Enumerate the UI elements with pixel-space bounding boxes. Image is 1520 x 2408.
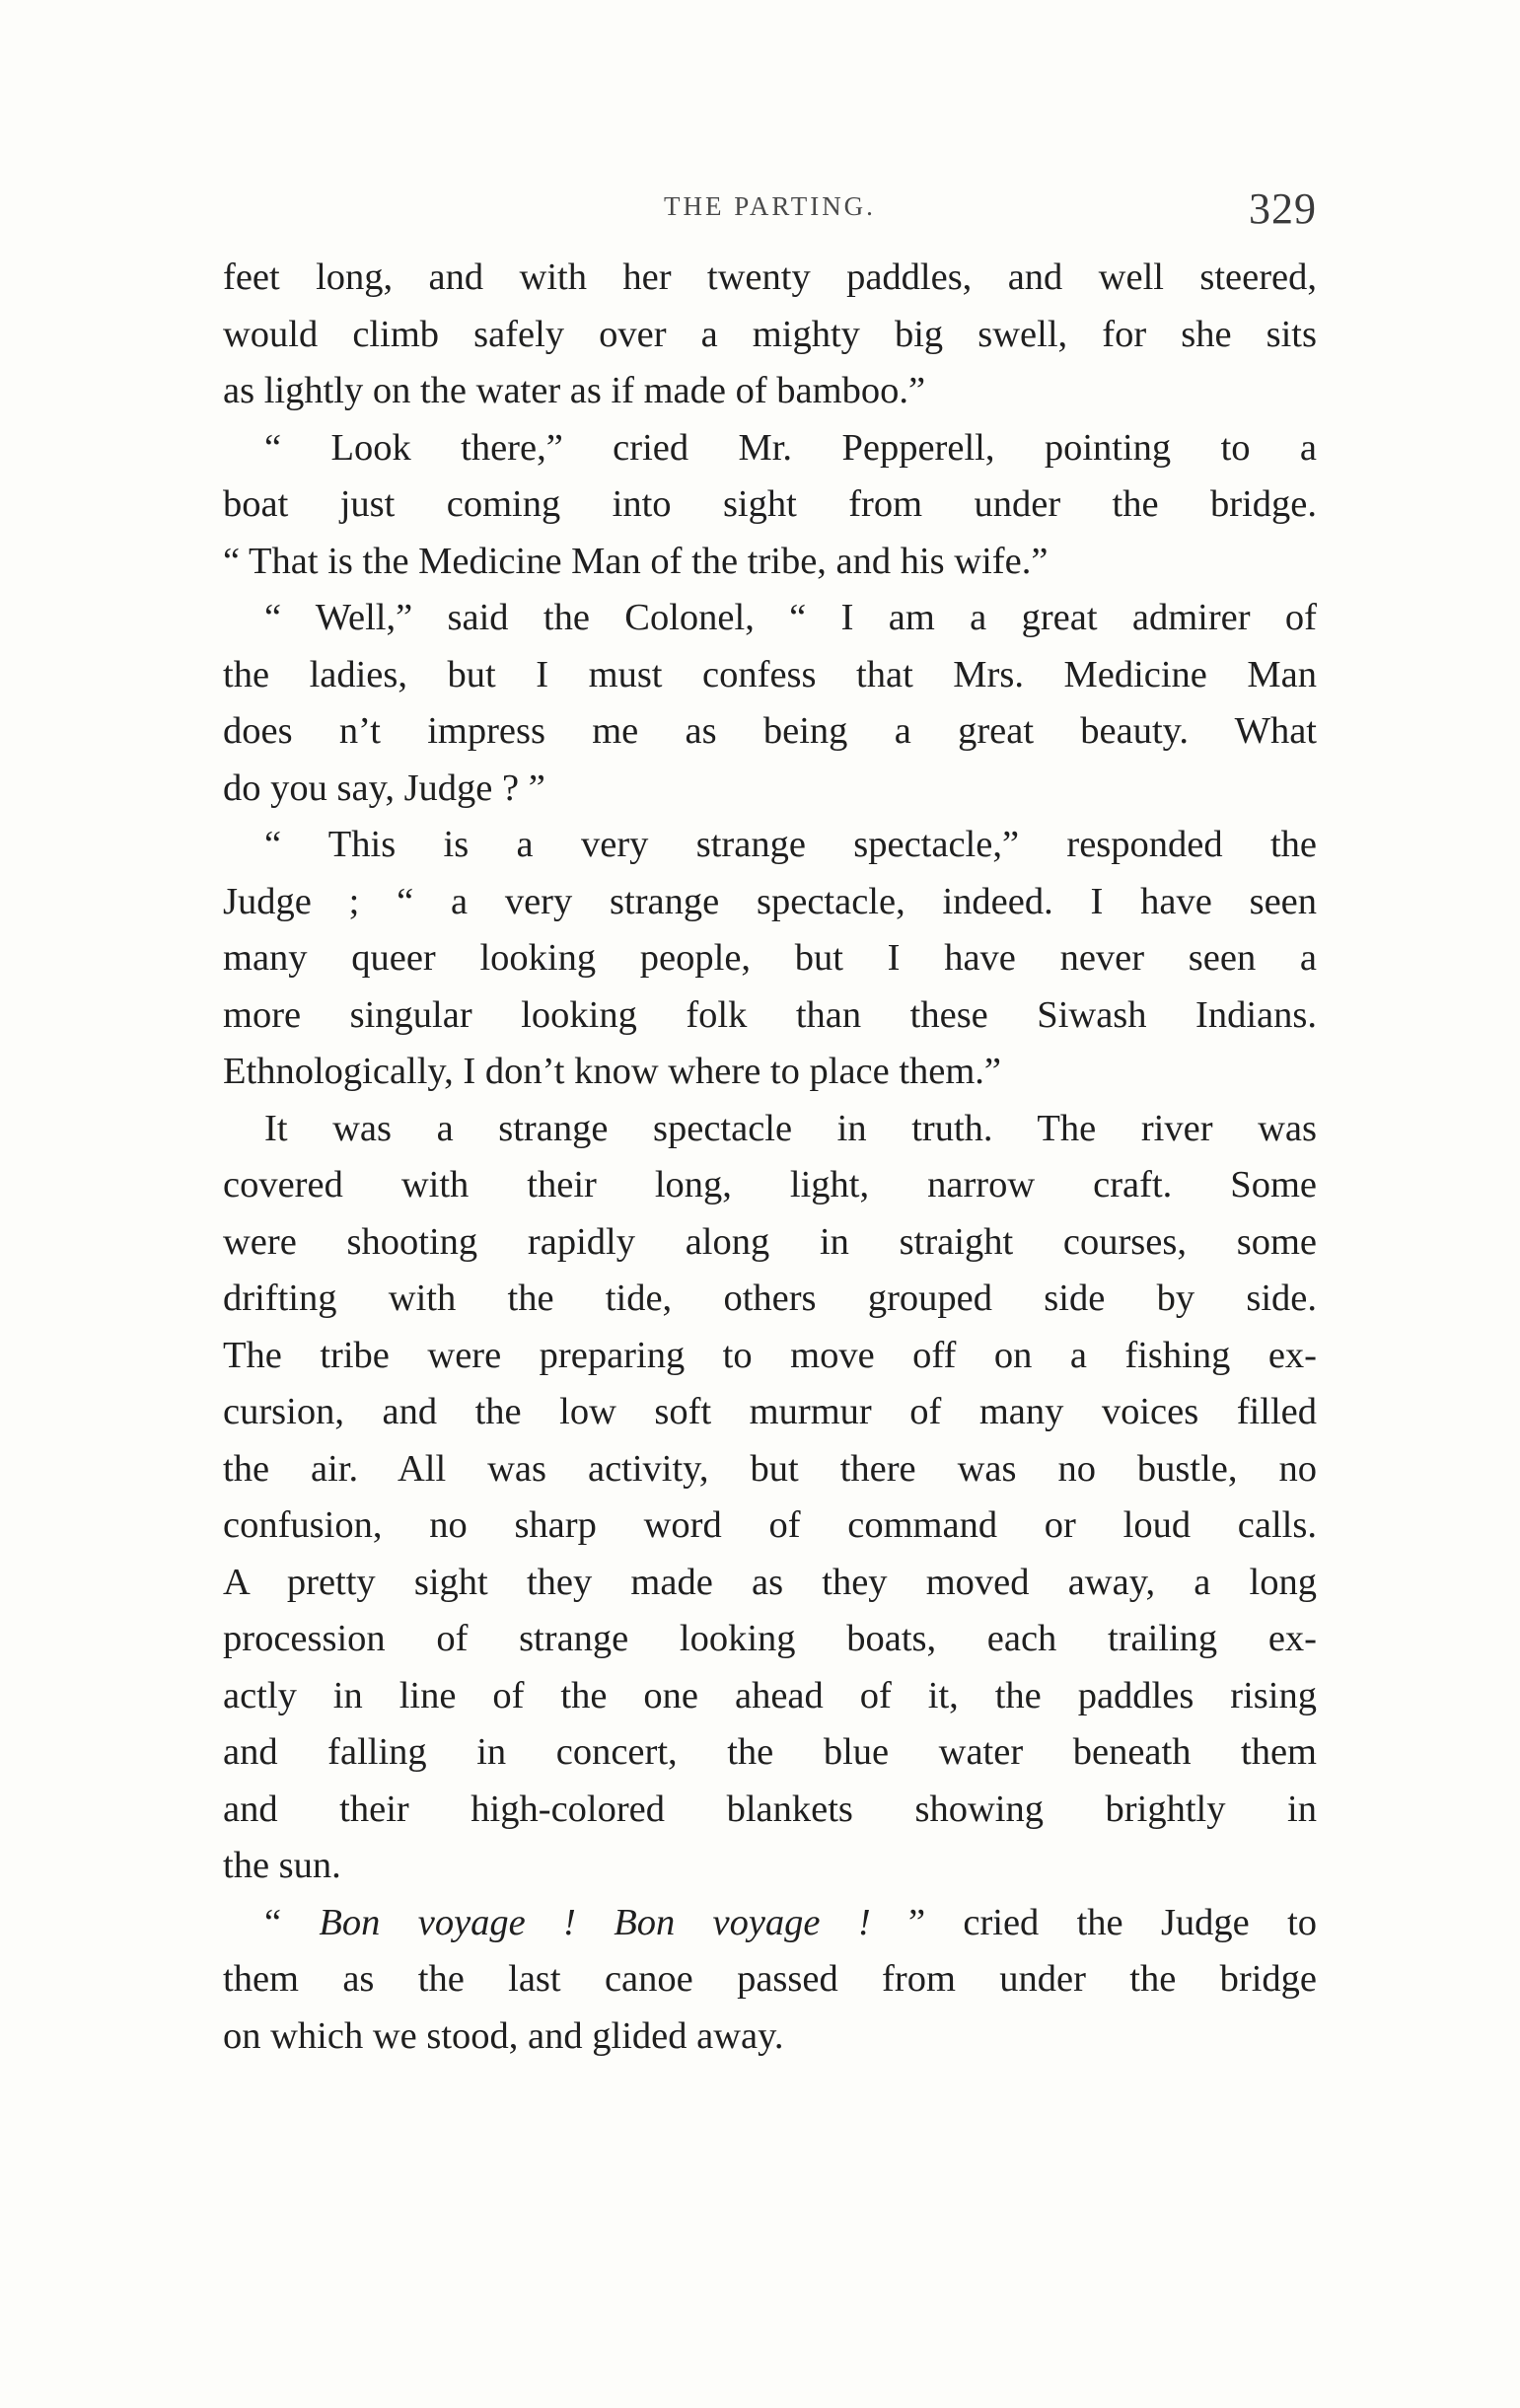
text-line: actly in line of the one ahead of it, the paddles rising xyxy=(223,1674,1317,1716)
italic-phrase: Bon voyage ! xyxy=(614,1901,871,1943)
text-line: Ethnologically, I don’t know where to place them.” xyxy=(223,1051,1002,1092)
text-line: the air. All was activity, but there was no bustle, no xyxy=(223,1447,1317,1490)
text-line: The tribe were preparing to move off on a fishing ex- xyxy=(223,1334,1317,1376)
text-line: “ Well,” said the Colonel, “ I am a great admirer of xyxy=(264,597,1317,638)
text-line: “ This is a very strange spectacle,” responded the xyxy=(264,824,1317,865)
text-line: “ That is the Medicine Man of the tribe, and his wife.” xyxy=(223,540,1049,582)
text-line: drifting with the tide, others grouped side by side. xyxy=(223,1277,1317,1319)
text-line: would climb safely over a mighty big swell, for she sits xyxy=(223,313,1317,355)
text-line: on which we stood, and glided away. xyxy=(223,2014,784,2057)
text-line: and falling in concert, the blue water beneath them xyxy=(223,1731,1317,1773)
text-line: covered with their long, light, narrow craft. Some xyxy=(223,1164,1317,1205)
text-line: do you say, Judge ? ” xyxy=(223,766,545,809)
text-line-italic xyxy=(223,1895,1317,1952)
open-quote: “ xyxy=(264,1901,320,1943)
page-header xyxy=(223,183,1317,233)
running-head: THE PARTING. xyxy=(664,191,876,221)
text-line: cursion, and the low soft murmur of many voices filled xyxy=(223,1391,1317,1432)
text-line: It was a strange spectacle in truth. The river was xyxy=(264,1107,1317,1149)
text-line: the sun. xyxy=(223,1845,341,1886)
space xyxy=(576,1902,614,1943)
text-line: the ladies, but I must confess that Mrs. Medicine Man xyxy=(223,653,1317,695)
text-line: procession of strange looking boats, each trailing ex- xyxy=(223,1618,1317,1659)
text-line: them as the last canoe passed from under the bridge xyxy=(223,1958,1317,2000)
page-number: 329 xyxy=(1249,184,1317,233)
text-line: many queer looking people, but I have never seen a xyxy=(223,937,1317,979)
line-remainder: ” cried the Judge to xyxy=(870,1901,1317,1943)
text-line: A pretty sight they made as they moved away, a long xyxy=(223,1561,1317,1603)
text-line: “ Look there,” cried Mr. Pepperell, pointing to a xyxy=(264,426,1317,469)
text-line: were shooting rapidly along in straight courses, some xyxy=(223,1220,1317,1263)
text-line: and their high-colored blankets showing brightly in xyxy=(223,1788,1317,1830)
text-line: does n’t impress me as being a great beauty. What xyxy=(223,710,1317,752)
text-line: Judge ; “ a very strange spectacle, indeed. I have seen xyxy=(223,880,1317,922)
text-line: as lightly on the water as if made of bamboo.” xyxy=(223,370,926,411)
text-line: more singular looking folk than these Siwash Indians. xyxy=(223,993,1317,1036)
text-line: confusion, no sharp word of command or loud calls. xyxy=(223,1504,1317,1546)
text-line: boat just coming into sight from under the bridge. xyxy=(223,483,1317,525)
body-text xyxy=(223,250,1317,2065)
italic-phrase: Bon voyage ! xyxy=(319,1901,576,1943)
text-line: feet long, and with her twenty paddles, and well steered, xyxy=(223,256,1317,298)
